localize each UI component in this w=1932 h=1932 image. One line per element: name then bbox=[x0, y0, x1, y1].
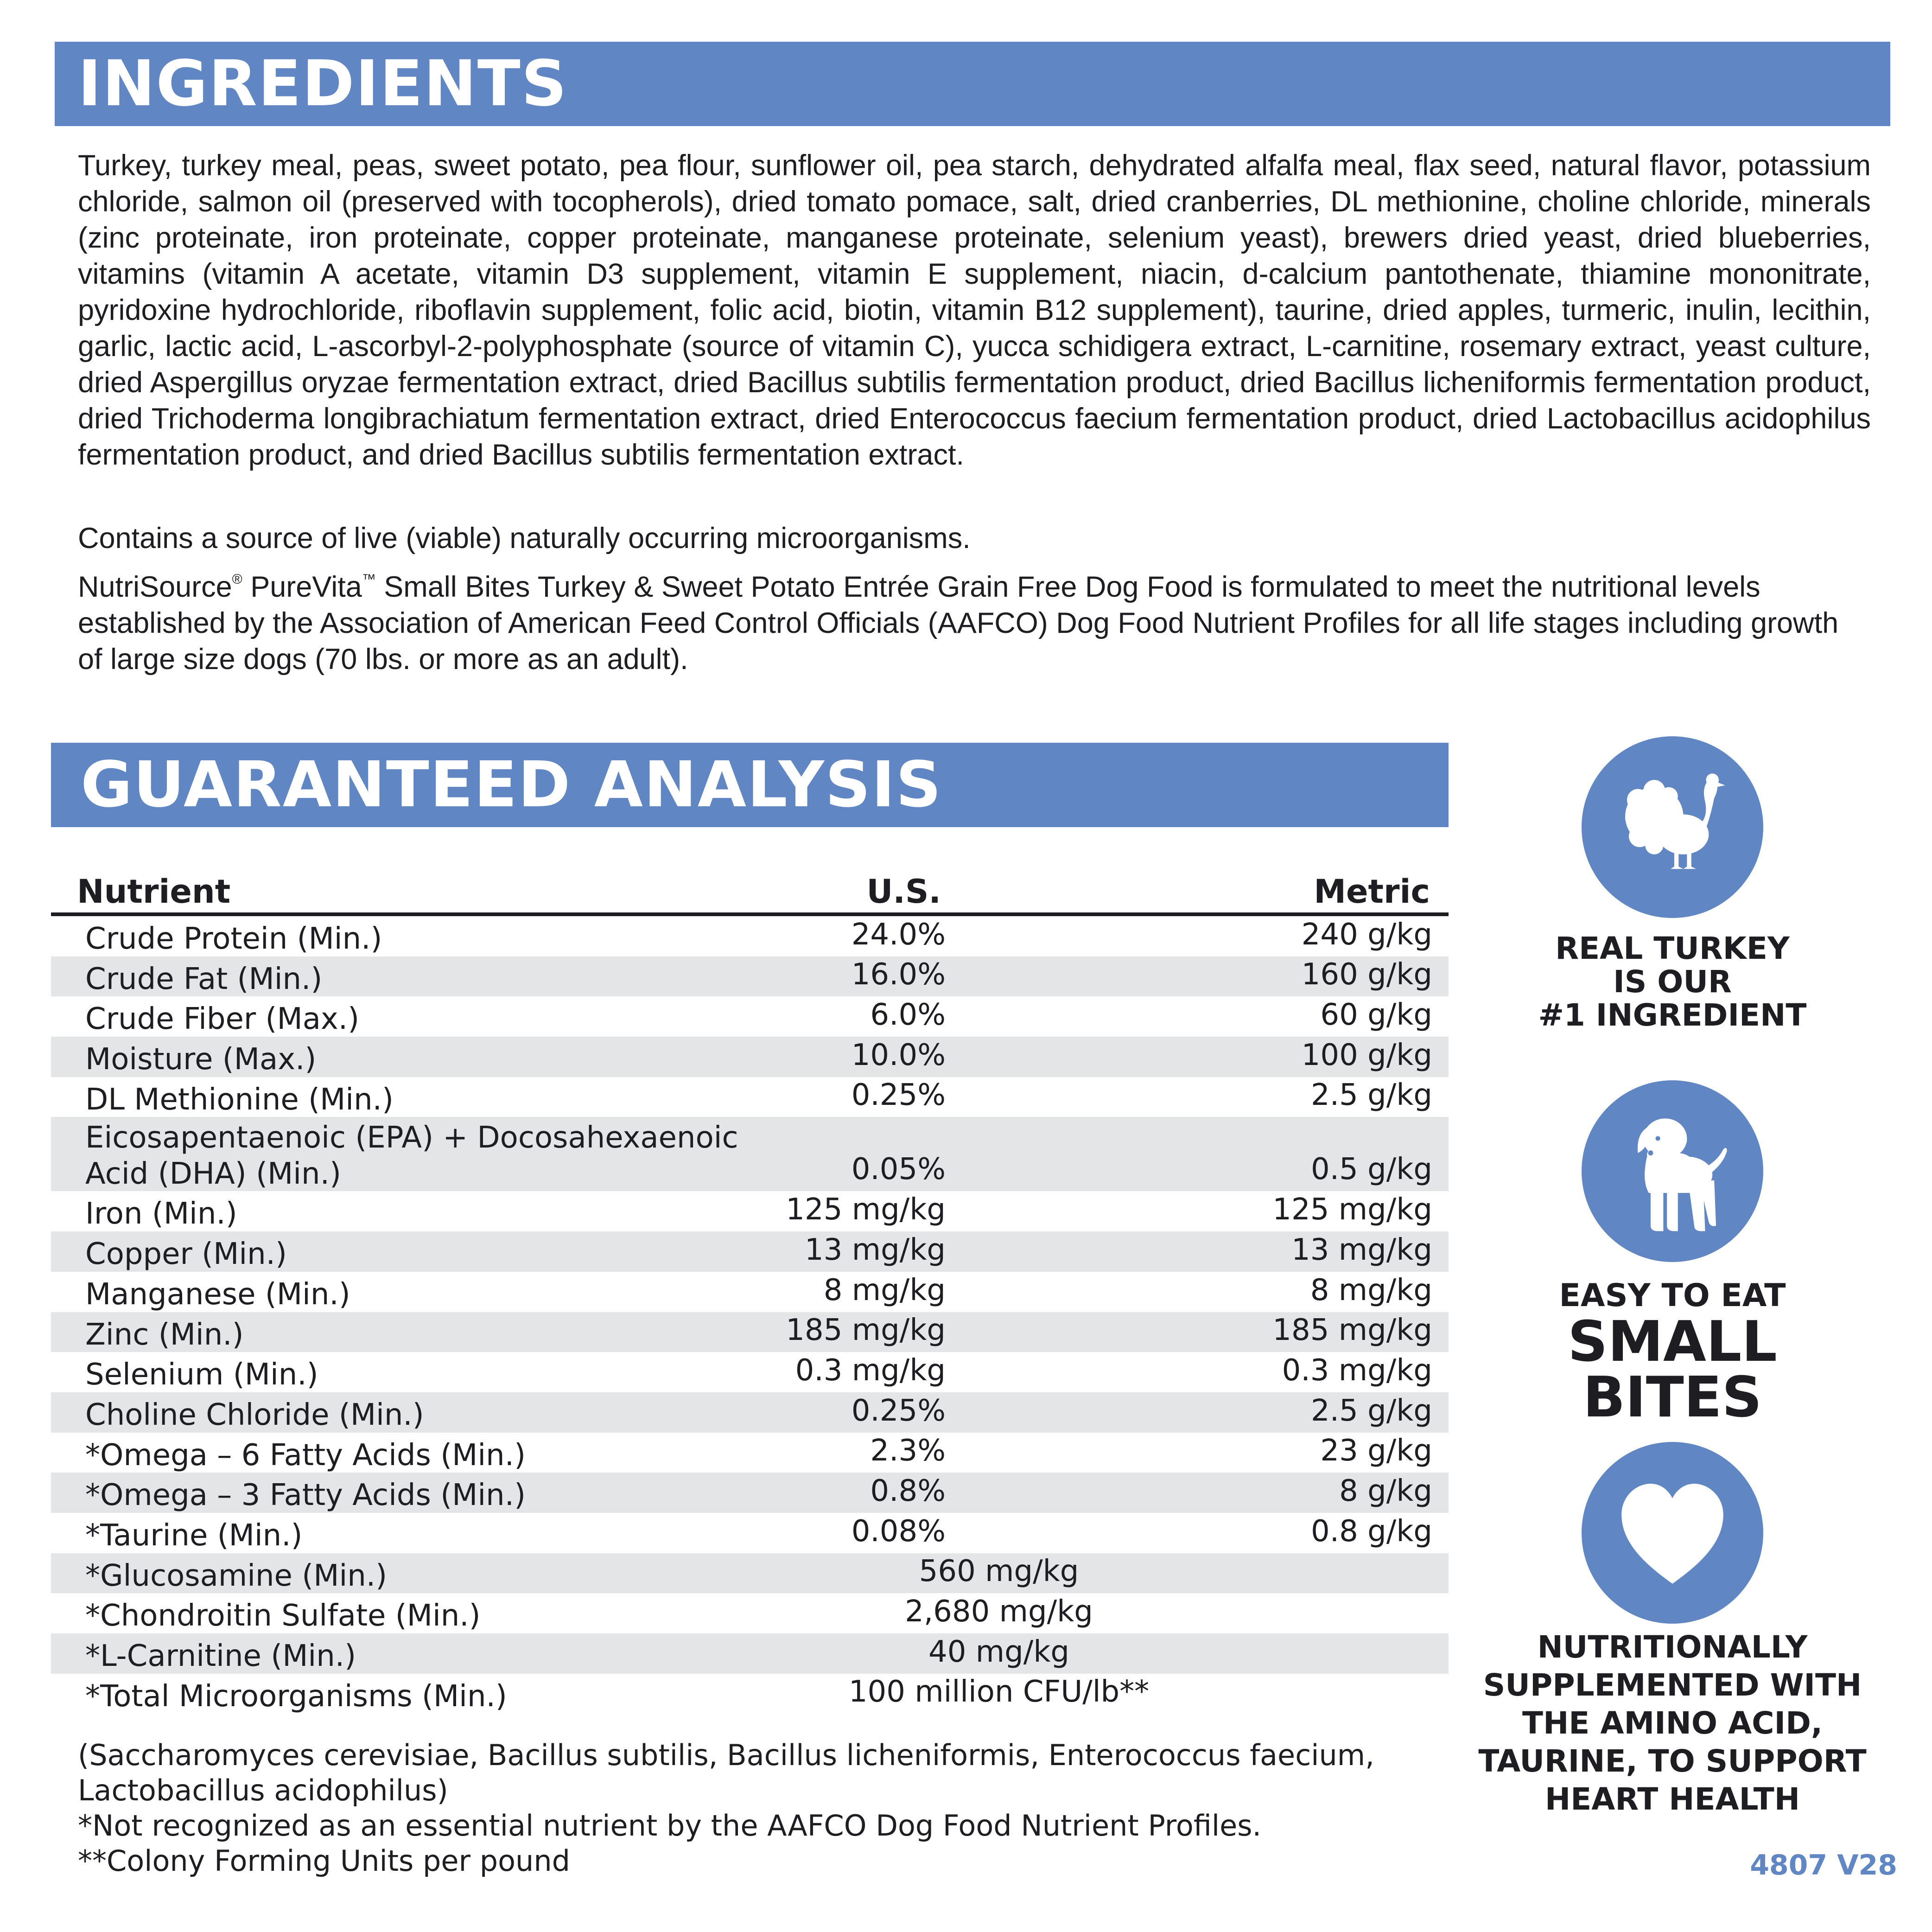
registered-mark: ® bbox=[232, 572, 242, 587]
taurine-claim-line: HEART HEALTH bbox=[1544, 1781, 1800, 1817]
nutrient-name: Crude Fiber (Max.) bbox=[85, 1002, 360, 1037]
us-value: 185 mg/kg bbox=[786, 1313, 946, 1348]
bites-text: BITES bbox=[1582, 1365, 1762, 1430]
aafco-statement-text: Small Bites Turkey & Sweet Potato Entrée Grain Free Dog Food is formulated to meet the nutritional levels established by the Association of American Feed Control Officials (AAFCO) Dog Food Nutrient Profiles for all life stages including growth of large size dogs (70 lbs. or more as an adult). bbox=[78, 571, 1839, 676]
header-nutrient: Nutrient bbox=[77, 873, 231, 911]
guaranteed-analysis-heading: GUARANTEED ANALYSIS bbox=[51, 743, 1449, 827]
table-row bbox=[51, 956, 1449, 997]
taurine-claim-line: THE AMINO ACID, bbox=[1522, 1705, 1823, 1741]
us-value: 0.25% bbox=[851, 1393, 946, 1428]
table-row bbox=[51, 1117, 1449, 1191]
us-value: 16.0% bbox=[851, 957, 946, 992]
trademark-mark: ™ bbox=[362, 572, 376, 587]
small-text: SMALL bbox=[1568, 1310, 1777, 1374]
metric-value: 0.3 mg/kg bbox=[1282, 1353, 1432, 1388]
header-us: U.S. bbox=[866, 873, 941, 911]
analysis-footnotes bbox=[78, 1738, 1422, 1879]
nutrient-name: Crude Protein (Min.) bbox=[85, 922, 382, 956]
guaranteed-analysis-table bbox=[51, 871, 1449, 1714]
metric-value: 2.5 g/kg bbox=[1311, 1393, 1432, 1428]
real-turkey-claim bbox=[1460, 932, 1885, 1032]
table-row bbox=[51, 1191, 1449, 1231]
table-row bbox=[51, 1593, 1449, 1633]
nutrient-name: *Omega – 6 Fatty Acids (Min.) bbox=[85, 1438, 526, 1473]
us-value: 13 mg/kg bbox=[805, 1232, 946, 1267]
easy-to-eat-text: EASY TO EAT bbox=[1559, 1277, 1786, 1314]
footnote-double-asterisk: **Colony Forming Units per pound bbox=[78, 1844, 570, 1878]
table-header bbox=[51, 871, 1449, 916]
footnote-single-asterisk: *Not recognized as an essential nutrient by the AAFCO Dog Food Nutrient Profiles. bbox=[78, 1809, 1262, 1843]
footnote-microorganism-list: (Saccharomyces cerevisiae, Bacillus subtilis, Bacillus licheniformis, Enterococcus faecium, bbox=[78, 1738, 1374, 1772]
us-value: 0.08% bbox=[851, 1514, 946, 1549]
turkey-icon bbox=[1582, 736, 1763, 918]
nutrient-name: Iron (Min.) bbox=[85, 1197, 237, 1231]
table-row bbox=[51, 1231, 1449, 1272]
table-row bbox=[51, 1513, 1449, 1553]
nutrient-value: 40 mg/kg bbox=[928, 1634, 1069, 1669]
product-line: PureVita bbox=[242, 571, 362, 603]
table-row bbox=[51, 1473, 1449, 1513]
nutrient-name: *Omega – 3 Fatty Acids (Min.) bbox=[85, 1478, 526, 1513]
nutrient-name: *Glucosamine (Min.) bbox=[85, 1558, 388, 1593]
metric-value: 185 mg/kg bbox=[1272, 1313, 1432, 1348]
metric-value: 240 g/kg bbox=[1301, 917, 1432, 952]
header-metric: Metric bbox=[1314, 873, 1430, 911]
table-row bbox=[51, 996, 1449, 1037]
nutrient-name: Crude Fat (Min.) bbox=[85, 962, 323, 996]
metric-value: 100 g/kg bbox=[1301, 1038, 1432, 1072]
nutrient-name: Moisture (Max.) bbox=[85, 1042, 317, 1077]
taurine-claim-line: TAURINE, TO SUPPORT bbox=[1478, 1743, 1867, 1779]
ingredients-heading: INGREDIENTS bbox=[55, 42, 1890, 126]
metric-value: 13 mg/kg bbox=[1291, 1232, 1432, 1267]
nutrient-name: Eicosapentaenoic (EPA) + Docosahexaenoic Acid (DHA) (Min.) bbox=[85, 1121, 738, 1192]
nutrient-value: 2,680 mg/kg bbox=[905, 1594, 1093, 1629]
table-row bbox=[51, 1077, 1449, 1117]
real-turkey-line: #1 INGREDIENT bbox=[1538, 997, 1807, 1033]
real-turkey-line: REAL TURKEY bbox=[1555, 931, 1790, 966]
us-value: 2.3% bbox=[870, 1434, 946, 1468]
nutrient-name: DL Methionine (Min.) bbox=[85, 1082, 394, 1117]
us-value: 6.0% bbox=[870, 998, 946, 1033]
live-microorganisms-note: Contains a source of live (viable) naturally occurring microorganisms. bbox=[78, 522, 971, 555]
nutrient-name: *Chondroitin Sulfate (Min.) bbox=[85, 1599, 481, 1633]
table-row bbox=[51, 916, 1449, 956]
table-row bbox=[51, 1037, 1449, 1077]
us-value: 0.8% bbox=[870, 1473, 946, 1508]
taurine-claim-line: SUPPLEMENTED WITH bbox=[1483, 1667, 1862, 1703]
table-row bbox=[51, 1433, 1449, 1473]
table-row bbox=[51, 1312, 1449, 1352]
taurine-heart-claim bbox=[1460, 1628, 1885, 1818]
metric-value: 8 mg/kg bbox=[1310, 1273, 1432, 1307]
nutrient-name: *L-Carnitine (Min.) bbox=[85, 1639, 356, 1673]
table-body bbox=[51, 916, 1449, 1714]
taurine-claim-line: NUTRITIONALLY bbox=[1537, 1629, 1808, 1665]
product-code: 4807 V28 bbox=[1750, 1849, 1897, 1881]
metric-value: 0.8 g/kg bbox=[1311, 1514, 1432, 1549]
table-row bbox=[51, 1553, 1449, 1594]
ingredients-list: Turkey, turkey meal, peas, sweet potato, pea flour, sunflower oil, pea starch, dehydrated alfalfa meal, flax seed, natural flavor, potassium chloride, salmon oil (preserved with tocopherols), dried tomato pomace, salt, dried cranberries, DL methionine, choline chloride, minerals (zinc proteinate, iron proteinate, copper proteinate, manganese proteinate, selenium yeast), brewers dried yeast, dried blueberries, vitamins (vitamin A acetate, vitamin D3 supplement, vitamin E supplement, niacin, d-calcium pantothenate, thiamine mononitrate, pyridoxine hydrochloride, riboflavin supplement, folic acid, biotin, vitamin B12 supplement), taurine, dried apples, turmeric, inulin, lecithin, garlic, lactic acid, L-ascorbyl-2-polyphosphate (source of vitamin C), yucca schidigera extract, L-carnitine, rosemary extract, yeast culture, dried Aspergillus oryzae fermentation extract, dried Bacillus subtilis fermentation product, dried Bacillus licheniformis fermentation product, dried Trichoderma longibrachiatum fermentation extract, dried Enterococcus faecium fermentation product, dried Lactobacillus acidophilus fermentation product, and dried Bacillus subtilis fermentation extract. bbox=[78, 149, 1871, 471]
table-row bbox=[51, 1272, 1449, 1312]
metric-value: 125 mg/kg bbox=[1272, 1192, 1432, 1227]
us-value: 24.0% bbox=[851, 917, 946, 952]
nutrient-name: *Total Microorganisms (Min.) bbox=[85, 1679, 507, 1714]
nutrient-name: Zinc (Min.) bbox=[85, 1317, 244, 1352]
metric-value: 160 g/kg bbox=[1301, 957, 1432, 992]
metric-value: 60 g/kg bbox=[1320, 998, 1432, 1033]
metric-value: 2.5 g/kg bbox=[1311, 1078, 1432, 1113]
metric-value: 23 g/kg bbox=[1320, 1434, 1432, 1468]
aafco-statement bbox=[78, 569, 1871, 677]
metric-value: 0.5 g/kg bbox=[1311, 1152, 1432, 1187]
us-value: 10.0% bbox=[851, 1038, 946, 1072]
table-row bbox=[51, 1674, 1449, 1714]
us-value: 8 mg/kg bbox=[823, 1273, 946, 1307]
table-row bbox=[51, 1392, 1449, 1433]
table-row bbox=[51, 1633, 1449, 1674]
nutrient-name: Manganese (Min.) bbox=[85, 1277, 350, 1312]
nutrient-name: Choline Chloride (Min.) bbox=[85, 1397, 424, 1432]
nutrient-value: 100 million CFU/lb** bbox=[848, 1675, 1150, 1709]
heart-icon bbox=[1582, 1442, 1763, 1624]
small-bites-claim bbox=[1460, 1277, 1885, 1430]
nutrient-name: Selenium (Min.) bbox=[85, 1358, 318, 1392]
table-row bbox=[51, 1352, 1449, 1392]
puppy-icon bbox=[1582, 1080, 1763, 1262]
us-value: 0.3 mg/kg bbox=[795, 1353, 946, 1388]
footnote-microorganism-list-cont: Lactobacillus acidophilus) bbox=[78, 1773, 448, 1807]
brand-name: NutriSource bbox=[78, 571, 232, 603]
us-value: 125 mg/kg bbox=[786, 1192, 946, 1227]
real-turkey-line: IS OUR bbox=[1613, 964, 1732, 1000]
nutrient-name: Copper (Min.) bbox=[85, 1237, 287, 1272]
nutrient-value: 560 mg/kg bbox=[919, 1554, 1079, 1589]
nutrient-name: *Taurine (Min.) bbox=[85, 1518, 303, 1553]
us-value: 0.05% bbox=[851, 1152, 946, 1187]
metric-value: 8 g/kg bbox=[1339, 1473, 1432, 1508]
us-value: 0.25% bbox=[851, 1078, 946, 1113]
